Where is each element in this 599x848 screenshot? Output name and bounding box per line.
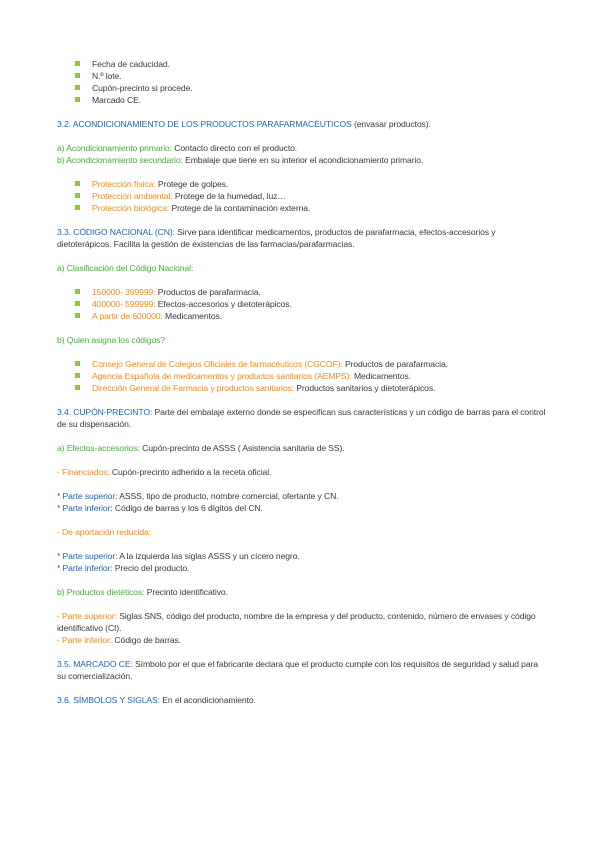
label: Consejo General de Colegios Oficiales de farmacéuticos (CGCOF): bbox=[92, 359, 343, 369]
list-item bbox=[75, 58, 565, 70]
label: Agencia Española de medicamentos y productos sanitarios (AEMPS): bbox=[92, 371, 352, 381]
bullet-icon bbox=[75, 385, 80, 390]
list-item bbox=[75, 298, 565, 310]
bullet-icon bbox=[75, 301, 80, 306]
list-item bbox=[75, 202, 565, 214]
text: Código de barras y los 6 dígitos del CN. bbox=[112, 503, 263, 513]
aportacion-reducida bbox=[57, 526, 547, 538]
text: A la izquierda las siglas ASSS y un cícero negro. bbox=[117, 551, 300, 561]
text: Productos de parafarmacia. bbox=[155, 287, 261, 297]
text: Protege de la humedad, luz… bbox=[172, 191, 286, 201]
label: A partir de 600000: bbox=[92, 311, 163, 321]
list-item bbox=[75, 382, 565, 394]
list-item bbox=[75, 70, 565, 82]
label: b) Productos dietéticos: bbox=[57, 587, 145, 597]
text: Código de barras. bbox=[112, 635, 182, 645]
text: Productos de parafarmacia. bbox=[342, 359, 448, 369]
parte-superior-3 bbox=[57, 610, 547, 634]
section-text: En el acondicionamiento. bbox=[159, 695, 256, 705]
text: Productos sanitarios y dietoterápicos. bbox=[294, 383, 436, 393]
section-3-5-heading bbox=[57, 658, 547, 682]
label: Protección biológica: bbox=[92, 203, 170, 213]
section-title: 3.2. ACONDICIONAMIENTO DE LOS PRODUCTOS PARAFARMACÉUTICOS bbox=[57, 119, 352, 129]
label: b) Acondicionamiento secundario: bbox=[57, 155, 183, 165]
parte-inferior-3 bbox=[57, 634, 547, 646]
text: Embalaje que tiene en su interior el acondicionamiento primario. bbox=[182, 155, 424, 165]
list-item bbox=[75, 286, 565, 298]
efectos-accesorios bbox=[57, 442, 547, 454]
list-item-text: N.º lote. bbox=[92, 71, 122, 81]
section-3-4-heading bbox=[57, 406, 547, 430]
bullet-icon bbox=[75, 373, 80, 378]
bullet-icon bbox=[75, 61, 80, 66]
list-item bbox=[75, 358, 565, 370]
bullet-icon bbox=[75, 361, 80, 366]
bullet-icon bbox=[75, 289, 80, 294]
label: Dirección General de Farmacia y productos sanitarios: bbox=[92, 383, 294, 393]
label: a) Acondicionamiento primario: bbox=[57, 143, 172, 153]
parte-inferior-2 bbox=[57, 562, 547, 574]
bullet-icon bbox=[75, 313, 80, 318]
label: * Parte inferior: bbox=[57, 503, 113, 513]
acond-primario bbox=[57, 142, 547, 154]
acond-secundario bbox=[57, 154, 547, 166]
label: * Parte inferior: bbox=[57, 563, 113, 573]
section-3-6-heading bbox=[57, 694, 547, 706]
section-title: 3.6. SÍMBOLOS Y SIGLAS: bbox=[57, 695, 160, 705]
label: * Parte superior: bbox=[57, 551, 118, 561]
label: 400000- 599999: bbox=[92, 299, 156, 309]
label: - Parte superior: bbox=[57, 611, 117, 621]
text: Cupón-precinto de ASSS ( Asistencia sanitaria de SS). bbox=[139, 443, 345, 453]
list-item bbox=[75, 94, 565, 106]
section-3-3-heading bbox=[57, 226, 547, 250]
list-item bbox=[75, 370, 565, 382]
productos-dieteticos bbox=[57, 586, 547, 598]
list-item-text: Fecha de caducidad. bbox=[92, 59, 170, 69]
financiados bbox=[57, 466, 547, 478]
text: Contacto directo con el producto. bbox=[171, 143, 298, 153]
label: * Parte superior: bbox=[57, 491, 118, 501]
quien-heading bbox=[57, 334, 547, 346]
subheading: a) Clasificación del Código Nacional: bbox=[57, 263, 194, 273]
parte-superior-2 bbox=[57, 550, 547, 562]
section-3-2-heading bbox=[57, 118, 547, 130]
list-item-text: Cupón-precinto si procede. bbox=[92, 83, 193, 93]
bullet-icon bbox=[75, 73, 80, 78]
text: Efectos-accesorios y dietoterápicos. bbox=[155, 299, 292, 309]
list-item bbox=[75, 310, 565, 322]
clasificacion-heading bbox=[57, 262, 547, 274]
bullet-icon bbox=[75, 193, 80, 198]
section-title: 3.3. CÓDIGO NACIONAL (CN): bbox=[57, 227, 175, 237]
subheading: b) Quien asigna los códigos? bbox=[57, 335, 166, 345]
label: Protección física: bbox=[92, 179, 156, 189]
text: ASSS, tipo de producto, nombre comercial, ofertante y CN. bbox=[117, 491, 339, 501]
text: Medicamentos. bbox=[162, 311, 222, 321]
label: a) Efectos-accesorios: bbox=[57, 443, 140, 453]
label: - Parte inferior: bbox=[57, 635, 113, 645]
section-text: Parte del embalaje externo donde se especifican sus características y un código de barras para el control de su dispensación. bbox=[57, 407, 546, 429]
parte-inferior-1 bbox=[57, 502, 547, 514]
label: Protección ambiental: bbox=[92, 191, 173, 201]
list-item bbox=[75, 178, 565, 190]
section-text: (envasar productos). bbox=[351, 119, 431, 129]
label: - Financiados: bbox=[57, 467, 110, 477]
bullet-icon bbox=[75, 205, 80, 210]
text: Cupón-precinto adherido a la receta oficial. bbox=[109, 467, 272, 477]
section-text: Sirve para identificar medicamentos, productos de parafarmacia, efectos-accesorios y dietoterápicos. Facilita la gestión de existencias de las farmacias/parafarmacias. bbox=[57, 227, 496, 249]
parte-superior-1 bbox=[57, 490, 547, 502]
section-title: 3.5. MARCADO CE: bbox=[57, 659, 133, 669]
section-text: Símbolo por el que el fabricante declara que el producto cumple con los requisitos de seguridad y salud para su comercialización. bbox=[57, 659, 538, 681]
text: Protege de la contaminación externa. bbox=[169, 203, 311, 213]
text: Siglas SNS, código del producto, nombre de la empresa y del producto, contenido, número de envases y código identificativo (CI). bbox=[57, 611, 536, 633]
list-item bbox=[75, 190, 565, 202]
text: Precinto identificativo. bbox=[144, 587, 228, 597]
label: - De aportación reducida: bbox=[57, 527, 151, 537]
bullet-icon bbox=[75, 181, 80, 186]
text: Protege de golpes. bbox=[155, 179, 229, 189]
text: Precio del producto. bbox=[112, 563, 190, 573]
section-title: 3.4. CUPÓN-PRECINTO: bbox=[57, 407, 153, 417]
bullet-icon bbox=[75, 85, 80, 90]
list-item bbox=[75, 82, 565, 94]
list-item-text: Marcado CE. bbox=[92, 95, 142, 105]
text: Medicamentos. bbox=[351, 371, 411, 381]
label: 150000- 399999: bbox=[92, 287, 156, 297]
bullet-icon bbox=[75, 97, 80, 102]
